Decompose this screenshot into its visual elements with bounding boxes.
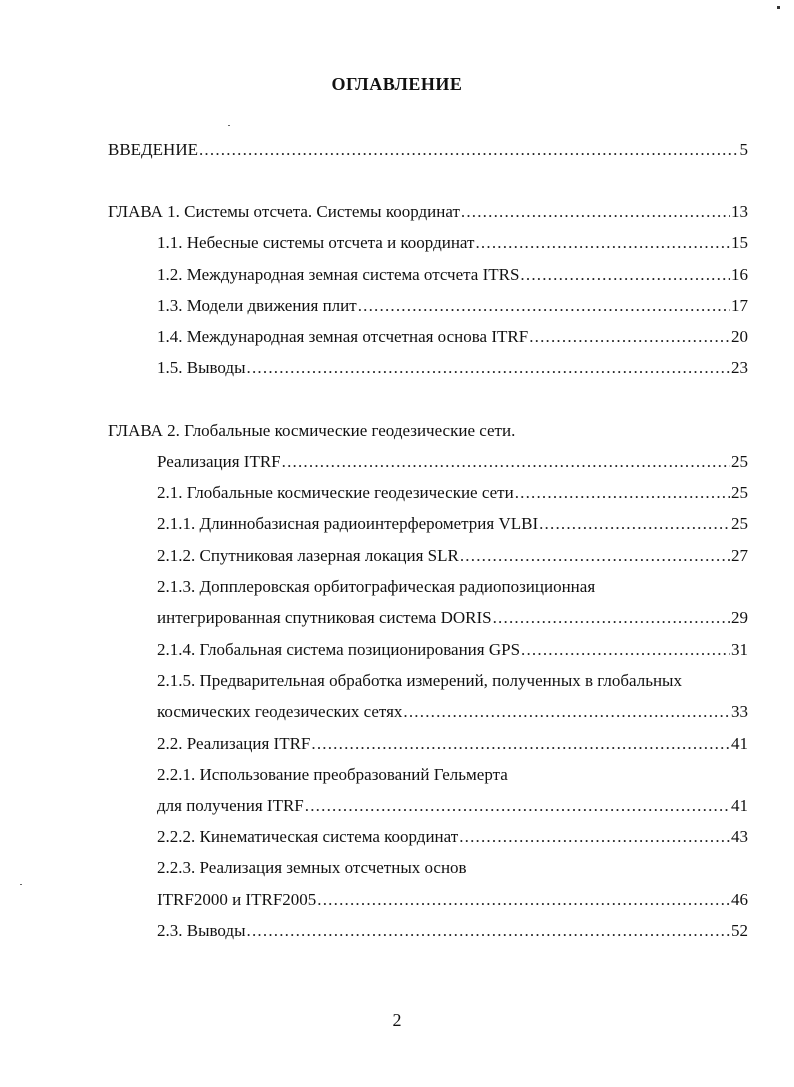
leader-dots (247, 921, 730, 941)
toc-entry-page: 33 (731, 702, 748, 721)
toc-entry-2-2-3-cont[interactable] (157, 890, 748, 910)
toc-entry-chapter-1[interactable] (108, 202, 748, 222)
toc-entry-page: 46 (731, 890, 748, 909)
toc-entry-2-1-2[interactable] (157, 546, 748, 566)
scan-speck (20, 884, 22, 885)
toc-entry-1-5[interactable] (157, 358, 748, 378)
toc-entry-page: 17 (731, 296, 748, 315)
leader-dots (459, 827, 730, 847)
toc-entry-2-2-3[interactable]: 2.2.3. Реализация земных отсчетных основ (157, 858, 467, 877)
leader-dots (199, 140, 739, 160)
toc-entry-page: 25 (731, 483, 748, 502)
leader-dots (529, 327, 730, 347)
toc-entry-label: ГЛАВА 1. Системы отсчета. Системы координат (108, 202, 460, 221)
leader-dots (305, 796, 730, 816)
toc-entry-1-1[interactable] (157, 233, 748, 253)
toc-entry-label: Реализация ITRF (157, 452, 281, 471)
toc-entry-page: 23 (731, 358, 748, 377)
toc-entry-1-4[interactable] (157, 327, 748, 347)
toc-entry-chapter-2-cont[interactable] (157, 452, 748, 472)
toc-entry-2-1-1[interactable] (157, 514, 748, 534)
toc-entry-label: 1.5. Выводы (157, 358, 246, 377)
leader-dots (282, 452, 730, 472)
toc-entry-label: для получения ITRF (157, 796, 304, 815)
toc-entry-2-1[interactable] (157, 483, 748, 503)
toc-entry-page: 25 (731, 514, 748, 533)
toc-entry-page: 31 (731, 640, 748, 659)
toc-entry-2-1-5[interactable]: 2.1.5. Предварительная обработка измерений, полученных в глобальных (157, 671, 682, 690)
toc-entry-page: 20 (731, 327, 748, 346)
toc-entry-page: 13 (731, 202, 748, 221)
toc-entry-page: 41 (731, 734, 748, 753)
toc-entry-label: 2.1.4. Глобальная система позиционирования GPS (157, 640, 521, 659)
scan-speck (777, 6, 780, 9)
toc-entry-2-2[interactable] (157, 734, 748, 754)
toc-entry-page: 16 (731, 265, 748, 284)
toc-entry-page: 15 (731, 233, 748, 252)
toc-entry-page: 43 (731, 827, 748, 846)
leader-dots (460, 546, 730, 566)
toc-entry-2-3[interactable] (157, 921, 748, 941)
toc-entry-page: 25 (731, 452, 748, 471)
toc-entry-2-2-2[interactable] (157, 827, 748, 847)
toc-entry-page: 41 (731, 796, 748, 815)
toc-entry-page: 29 (731, 608, 748, 627)
toc-entry-page: 52 (731, 921, 748, 940)
toc-entry-page: 5 (739, 140, 748, 159)
leader-dots (520, 265, 730, 285)
leader-dots (311, 734, 730, 754)
toc-entry-chapter-2[interactable]: ГЛАВА 2. Глобальные космические геодезические сети. (108, 421, 516, 440)
toc-entry-label: 2.1. Глобальные космические геодезические сети (157, 483, 514, 502)
toc-entry-2-1-3[interactable]: 2.1.3. Допплеровская орбитографическая радиопозиционная (157, 577, 596, 596)
scan-speck (228, 125, 230, 126)
toc-entry-label: 1.1. Небесные системы отсчета и координат (157, 233, 475, 252)
toc-entry-label: 1.4. Международная земная отсчетная основа ITRF (157, 327, 529, 346)
leader-dots (539, 514, 730, 534)
toc-entry-2-1-5-cont[interactable] (157, 702, 748, 722)
leader-dots (493, 608, 730, 628)
toc-entry-label: 2.1.1. Длиннобазисная радиоинтерферометрия VLBI (157, 514, 539, 533)
toc-entry-label: 2.2. Реализация ITRF (157, 734, 311, 753)
leader-dots (461, 202, 730, 222)
toc-entry-1-2[interactable] (157, 265, 748, 285)
toc-entry-introduction[interactable] (108, 140, 748, 160)
toc-entry-2-2-1-cont[interactable] (157, 796, 748, 816)
toc-entry-label: интегрированная спутниковая система DORIS (157, 608, 492, 627)
toc-entry-label: 1.3. Модели движения плит (157, 296, 357, 315)
leader-dots (515, 483, 730, 503)
toc-entry-label: 2.2.2. Кинематическая система координат (157, 827, 459, 846)
leader-dots (475, 233, 730, 253)
leader-dots (403, 702, 730, 722)
toc-entry-label: 2.3. Выводы (157, 921, 246, 940)
leader-dots (317, 890, 730, 910)
toc-title: ОГЛАВЛЕНИЕ (331, 74, 463, 94)
toc-entry-2-1-4[interactable] (157, 640, 748, 660)
leader-dots (247, 358, 730, 378)
toc-entry-label: ITRF2000 и ITRF2005 (157, 890, 317, 909)
toc-entry-page: 27 (731, 546, 748, 565)
toc-entry-2-2-1[interactable]: 2.2.1. Использование преобразований Гельмерта (157, 765, 508, 784)
page-number: 2 (392, 1010, 402, 1030)
toc-entry-2-1-3-cont[interactable] (157, 608, 748, 628)
toc-entry-1-3[interactable] (157, 296, 748, 316)
toc-entry-label: космических геодезических сетях (157, 702, 403, 721)
leader-dots (521, 640, 730, 660)
toc-entry-label: ВВЕДЕНИЕ (108, 140, 198, 159)
leader-dots (358, 296, 730, 316)
toc-entry-label: 2.1.2. Спутниковая лазерная локация SLR (157, 546, 459, 565)
toc-entry-label: 1.2. Международная земная система отсчета ITRS (157, 265, 520, 284)
